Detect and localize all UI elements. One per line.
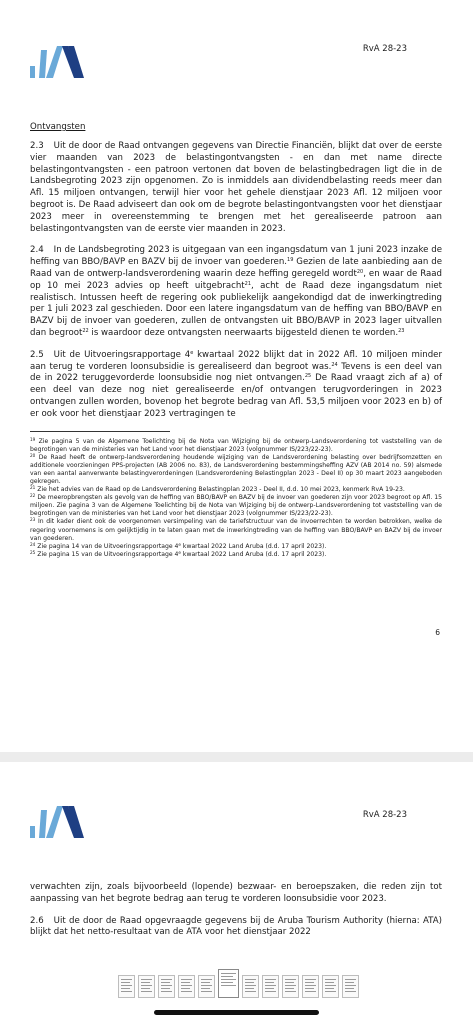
page-thumbnail[interactable] [138, 975, 155, 998]
paragraph-number: 2.6 [30, 915, 44, 926]
footnote-25: $^{25}$ Zie pagina 15 van de Uitvoeringsrapportage 4e kwartaal 2022 Land Aruba (d.d. 17 april 2023). [30, 549, 327, 558]
footnote-21: $^{21}$ Zie het advies van de Raad op de Landsverordening Belastingplan 2023 - Deel II, d.d. 10 mei 2023, kenmerk RvA 19-23. [30, 485, 405, 494]
paragraph-text: Uit de door de Raad opgevraagde gegevens bij de Aruba Tourism Authority (hierna: ATA) blijkt dat het netto-resultaat van de ATA voor het dienstjaar 2022 [30, 915, 442, 938]
document-reference: RvA 28-23 [362, 810, 407, 820]
page-thumbnail[interactable] [118, 975, 135, 998]
page-number: 6 [435, 628, 440, 637]
page-thumbnail[interactable] [282, 975, 299, 998]
paragraph-continuation: verwachten zijn, zoals bijvoorbeeld (lopende) bezwaar- en beroepszaken, die reden zijn tot aanpassing van het begrote bedrag aan terug te vorderen loonsubsidie voor 2023. [30, 882, 442, 904]
page-content [30, 122, 442, 559]
page-thumbnail[interactable] [178, 975, 195, 998]
raad-van-advies-logo [30, 804, 94, 838]
page-thumbnail[interactable] [242, 975, 259, 998]
page-thumbnail[interactable] [198, 975, 215, 998]
footnote-24: $^{24}$ Zie pagina 14 van de Uitvoeringsrapportage 4e kwartaal 2022 Land Aruba (d.d. 17 april 2023). [30, 541, 327, 550]
paragraph-2-3 [30, 141, 442, 235]
footnote-22: $^{22}$ De meeropbrengsten als gevolg van de heffing van BBO/BAVP en BAZV bij de invoer van goederen zijn voor 2023 begroot op Afl. 15 miljoen. Zie pagina 3 van de Algemene Toelichting bij de Nota van Wijziging bij de ontwerp-Landsverordening tot vaststelling van de begrotingen van de ministeries van het Land voor het dienstjaar 2023 (volgnummer IS/223/22-23). [30, 493, 442, 518]
footnotes [30, 438, 442, 559]
document-reference: RvA 28-23 [362, 44, 407, 54]
page-thumbnail[interactable] [302, 975, 319, 998]
home-indicator[interactable] [154, 1010, 319, 1015]
paragraph-text: Uit de door de Raad ontvangen gegevens van Directie Financiën, blijkt dat over de eerste vier maanden van 2023 de belastingontvangsten - en dan met name directe belastingontvangsten - een patroon vertonen dat boven de belastingbedragen ligt die in de Landsbegroting 2023 zijn opgenomen. Zo is inmiddels aan dividendbelasting reeds meer dan Afl. 15 miljoen ontvangen, terwijl hier voor het gehele dienstjaar 2023 Afl. 12 miljoen voor begroot is. De Raad adviseert dan ook om de begrote belastingontvangsten voor het dienstjaar 2023 meer in overeenstemming te brengen met het gerealiseerde patroon aan belastingontvangsten van de eerste vier maanden in 2023. [30, 141, 442, 234]
section-heading: Ontvangsten [30, 122, 86, 132]
footnote-23: $^{23}$ In dit kader dient ook de voorgenomen versimpeling van de tariefstructuur van de invoerrechten te worden betrokken, welke de regering voornemens is om gelijktijdig in te laten gaan met de inwerkingtreding van de heffing van BBO/BAVP en BAZV bij de invoer van goederen. [30, 517, 442, 542]
footnote-divider [30, 431, 170, 432]
paragraph-2-5 [30, 350, 442, 421]
paragraph-number: 2.3 [30, 141, 44, 151]
paragraph-number: 2.5 [30, 349, 44, 360]
paragraph-text: Uit de Uitvoeringsrapportage 4e kwartaal 2022 blijkt dat in 2022 Afl. 10 miljoen minder aan terug te vorderen loonsubsidie is gerealiseerd dan begroot was.$^{24}$ Tevens is een deel van de in 2022 teruggevorderde loonsubsidie nog niet ontvangen.$^{25}$ De Raad vraagt zich af a) of een deel van deze nog niet gerealiseerde en/of ontvangen terugvorderingen in 2023 ontvangen zullen worden, bovenop het begrote bedrag van Afl. 53,5 miljoen voor 2023 en b) of er ook voor het dienstjaar 2023 vertragingen te [30, 349, 442, 419]
footnote-20: $^{20}$ De Raad heeft de ontwerp-landsverordening houdende wijziging van de Landsverordening belasting over bedrijfsomzetten en additionele voorzieningen PPS-projecten (AB 2006 no. 83), de Landsverordening bestemmingsheffing AZV (AB 2014 no. 59) alsmede van een aantal aanverwante belastingverordeningen (Landsverordening Belastingplan 2023 - Deel II) op 30 maart 2023 aangeboden gekregen. [30, 452, 442, 485]
page-thumbnail[interactable] [158, 975, 175, 998]
raad-van-advies-logo [30, 44, 94, 78]
page-content [30, 882, 442, 949]
page-thumbnail[interactable] [262, 975, 279, 998]
page-thumbnail[interactable] [218, 969, 239, 998]
paragraph-number: 2.4 [30, 245, 44, 256]
paragraph-2-4 [30, 245, 442, 339]
page-thumbnail[interactable] [342, 975, 359, 998]
paragraph-2-6 [30, 916, 442, 940]
page-thumbnail[interactable] [322, 975, 339, 998]
footnote-19: $^{19}$ Zie pagina 5 van de Algemene Toelichting bij de Nota van Wijziging bij de ontwerp-Landsverordening tot vaststelling van de begrotingen van de ministeries van het Land voor het dienstjaar 2023 (volgnummer IS/223/22-23). [30, 436, 442, 453]
page-thumbnail-strip [118, 968, 359, 998]
paragraph-text: In de Landsbegroting 2023 is uitgegaan van een ingangsdatum van 1 juni 2023 inzake de heffing van BBO/BAVP en BAZV bij de invoer van goederen.$^{19}$ Gezien de late aanbieding aan de Raad van de ontwerp-landsverordening waarin deze heffing geregeld wordt$^{20}$, en waar de Raad op 10 mei 2023 advies op heeft uitgebracht$^{21}$, acht de Raad deze ingangsdatum niet realistisch. Intussen heeft de regering ook publiekelijk aangekondigd dat de inwerkingtreding per 1 juli 2023 zal geschieden. Door een latere ingangsdatum van de heffing van BBO/BAVP en BAZV bij de invoer van goederen, zullen de ontvangsten uit BBO/BAVP in 2023 lager uitvallen dan begroot$^{22}$ is waardoor deze ontvangsten neerwaarts bijgesteld dienen te worden.$^{23}$ [30, 245, 442, 338]
